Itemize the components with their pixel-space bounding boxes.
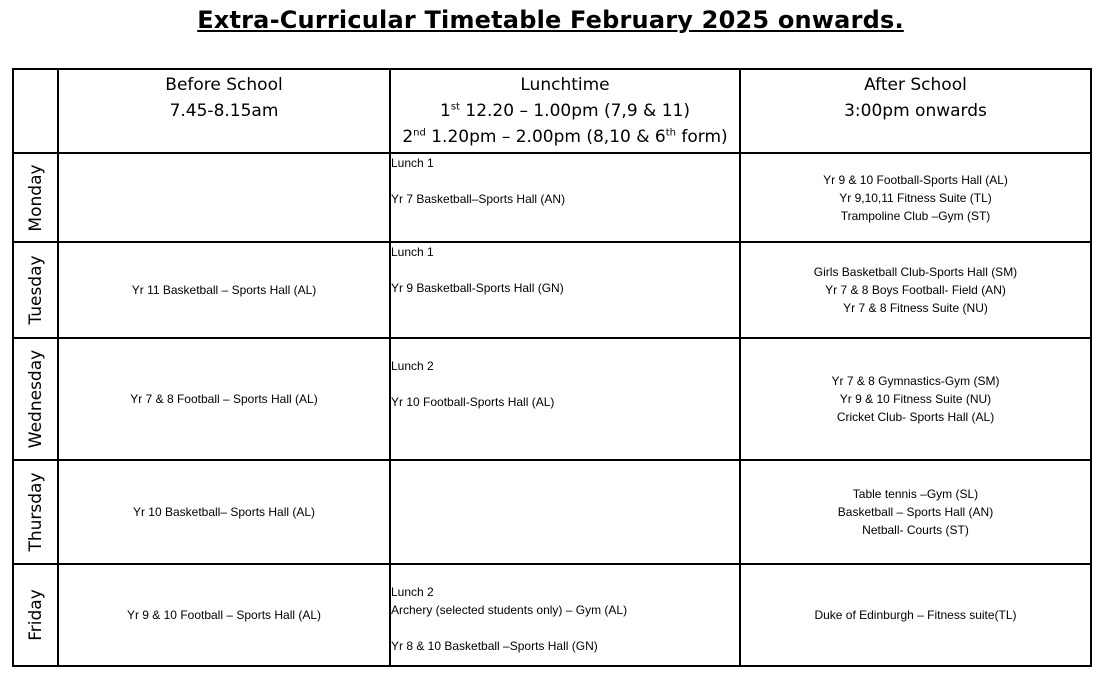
cell-line: Trampoline Club –Gym (ST) — [840, 208, 991, 223]
day-label-monday: Monday — [25, 163, 46, 232]
day-label-thursday: Thursday — [25, 472, 46, 552]
header-before-school — [58, 69, 390, 153]
header-lunchtime — [390, 69, 740, 153]
lunch2-end: form) — [675, 127, 728, 147]
lunch1-num: 1 — [440, 101, 451, 121]
cell-line — [391, 172, 739, 190]
row-thursday — [13, 460, 1091, 564]
lunch-wednesday — [390, 338, 740, 460]
lunch-friday — [390, 564, 740, 666]
row-friday — [13, 564, 1091, 666]
after-tuesday — [740, 242, 1091, 338]
cell-line: Yr 10 Football-Sports Hall (AL) — [391, 395, 555, 409]
cell-line: Yr 7 & 8 Boys Football- Field (AN) — [825, 283, 1006, 297]
cell-line: Table tennis –Gym (SL) — [852, 487, 979, 501]
cell-line: Yr 9 Basketball-Sports Hall (GN) — [391, 281, 564, 295]
header-after-title: After School — [864, 75, 967, 95]
cell-line: Yr 9 & 10 Football-Sports Hall (AL) — [823, 172, 1008, 187]
cell-line: Yr 8 & 10 Basketball –Sports Hall (GN) — [391, 639, 598, 653]
day-cell-thursday — [13, 460, 58, 564]
header-row — [13, 69, 1091, 153]
lunch2-sup: nd — [413, 127, 426, 139]
row-tuesday — [13, 242, 1091, 338]
day-cell-monday — [13, 153, 58, 242]
cell-line: Yr 7 Basketball–Sports Hall (AN) — [391, 192, 566, 206]
cell-line — [391, 619, 739, 637]
lunch2-num: 2 — [402, 127, 414, 147]
lunch1-rest: 12.20 – 1.00pm (7,9 & 11) — [459, 101, 690, 121]
lunch1-sup: st — [450, 101, 460, 113]
row-wednesday — [13, 338, 1091, 460]
cell-line: Lunch 1 — [391, 245, 434, 259]
day-cell-tuesday — [13, 242, 58, 338]
cell-line: Duke of Edinburgh – Fitness suite(TL) — [814, 608, 1017, 622]
after-monday — [740, 153, 1091, 242]
before-friday: Yr 9 & 10 Football – Sports Hall (AL) — [58, 564, 390, 666]
lunch-thursday — [390, 460, 740, 564]
header-before-time: 7.45-8.15am — [169, 101, 279, 121]
timetable — [12, 68, 1092, 667]
lunch2-sup2: th — [665, 127, 676, 139]
day-cell-wednesday — [13, 338, 58, 460]
lunch2-rest: 1.20pm – 2.00pm (8,10 & 6 — [425, 127, 666, 147]
cell-line: Yr 7 & 8 Fitness Suite (NU) — [843, 301, 988, 315]
cell-line: Yr 7 & 8 Gymnastics-Gym (SM) — [831, 374, 1000, 388]
header-before-title: Before School — [165, 75, 283, 95]
after-wednesday — [740, 338, 1091, 460]
page-title: Extra-Curricular Timetable February 2025 onwards. — [197, 6, 904, 34]
cell-line: Basketball – Sports Hall (AN) — [837, 505, 994, 519]
before-monday — [58, 153, 390, 242]
cell-line: Lunch 1 — [391, 156, 434, 170]
before-thursday: Yr 10 Basketball– Sports Hall (AL) — [58, 460, 390, 564]
header-after-school — [740, 69, 1091, 153]
corner-cell — [13, 69, 58, 153]
header-lunch-title: Lunchtime — [520, 75, 610, 95]
lunch-monday — [390, 153, 740, 242]
cell-line: Girls Basketball Club-Sports Hall (SM) — [813, 265, 1018, 279]
day-label-tuesday: Tuesday — [25, 255, 46, 325]
after-friday — [740, 564, 1091, 666]
day-cell-friday — [13, 564, 58, 666]
before-wednesday: Yr 7 & 8 Football – Sports Hall (AL) — [58, 338, 390, 460]
cell-line — [391, 375, 739, 393]
cell-line: Lunch 2 — [391, 359, 434, 373]
row-monday — [13, 153, 1091, 242]
lunch-tuesday — [390, 242, 740, 338]
day-label-wednesday: Wednesday — [25, 349, 46, 449]
cell-line: Cricket Club- Sports Hall (AL) — [836, 410, 995, 424]
cell-line: Yr 9,10,11 Fitness Suite (TL) — [839, 190, 992, 205]
header-lunch-first — [391, 98, 739, 124]
after-thursday — [740, 460, 1091, 564]
cell-line: Netball- Courts (ST) — [862, 523, 969, 537]
day-label-friday: Friday — [25, 589, 46, 641]
cell-line — [391, 261, 739, 279]
cell-line: Archery (selected students only) – Gym (AL) — [391, 603, 628, 617]
cell-line: Yr 9 & 10 Fitness Suite (NU) — [839, 392, 992, 406]
before-tuesday: Yr 11 Basketball – Sports Hall (AL) — [58, 242, 390, 338]
header-lunch-second — [391, 124, 739, 150]
cell-line: Lunch 2 — [391, 585, 434, 599]
header-after-time: 3:00pm onwards — [844, 101, 987, 121]
